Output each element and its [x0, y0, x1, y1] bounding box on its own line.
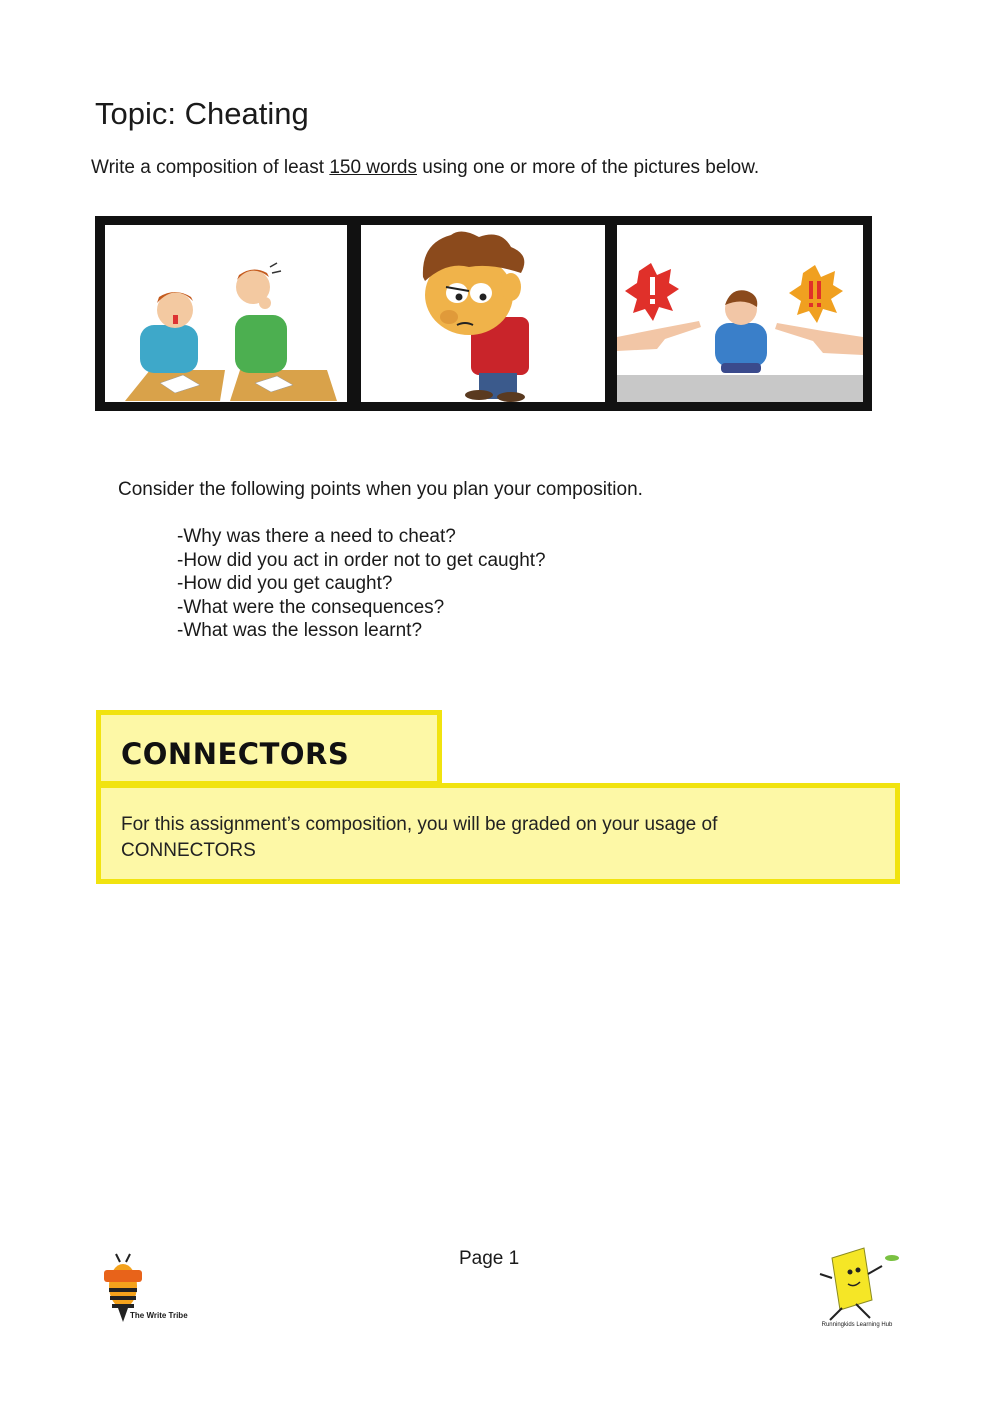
- child-being-blamed-illustration: [617, 225, 863, 402]
- page-number: Page 1: [459, 1248, 520, 1269]
- running-book-logo-text: Runningkids Learning Hub: [821, 1322, 893, 1328]
- instruction-before: Write a composition of least: [91, 157, 330, 178]
- students-cheating-at-desks-illustration: [105, 225, 347, 402]
- picture-strip: [95, 216, 872, 411]
- instruction-after: using one or more of the pictures below.: [416, 157, 760, 178]
- connectors-text: For this assignment’s composition, you will be graded on your usage of CONNECTORS: [121, 814, 718, 861]
- picture-2: [361, 225, 605, 402]
- page-title: Topic: Cheating: [95, 96, 309, 131]
- points-list: [177, 525, 546, 643]
- list-item: -How did you get caught?: [177, 573, 393, 595]
- list-item: -What was the lesson learnt?: [177, 620, 423, 642]
- word-count-requirement: 150 words: [329, 157, 417, 178]
- list-item: -Why was there a need to cheat?: [177, 526, 456, 547]
- instruction-text: [91, 157, 759, 179]
- list-item: -How did you act in order not to get caught?: [177, 549, 546, 571]
- consider-intro: Consider the following points when you plan your composition.: [118, 479, 643, 500]
- picture-3: [617, 225, 863, 402]
- connectors-heading: CONNECTORS: [121, 737, 350, 771]
- list-item: -What were the consequences?: [177, 596, 445, 618]
- picture-1: [105, 225, 347, 402]
- sad-boy-cartoon-illustration: [361, 225, 605, 402]
- bee-logo-text: The Write Tribe: [130, 1311, 188, 1320]
